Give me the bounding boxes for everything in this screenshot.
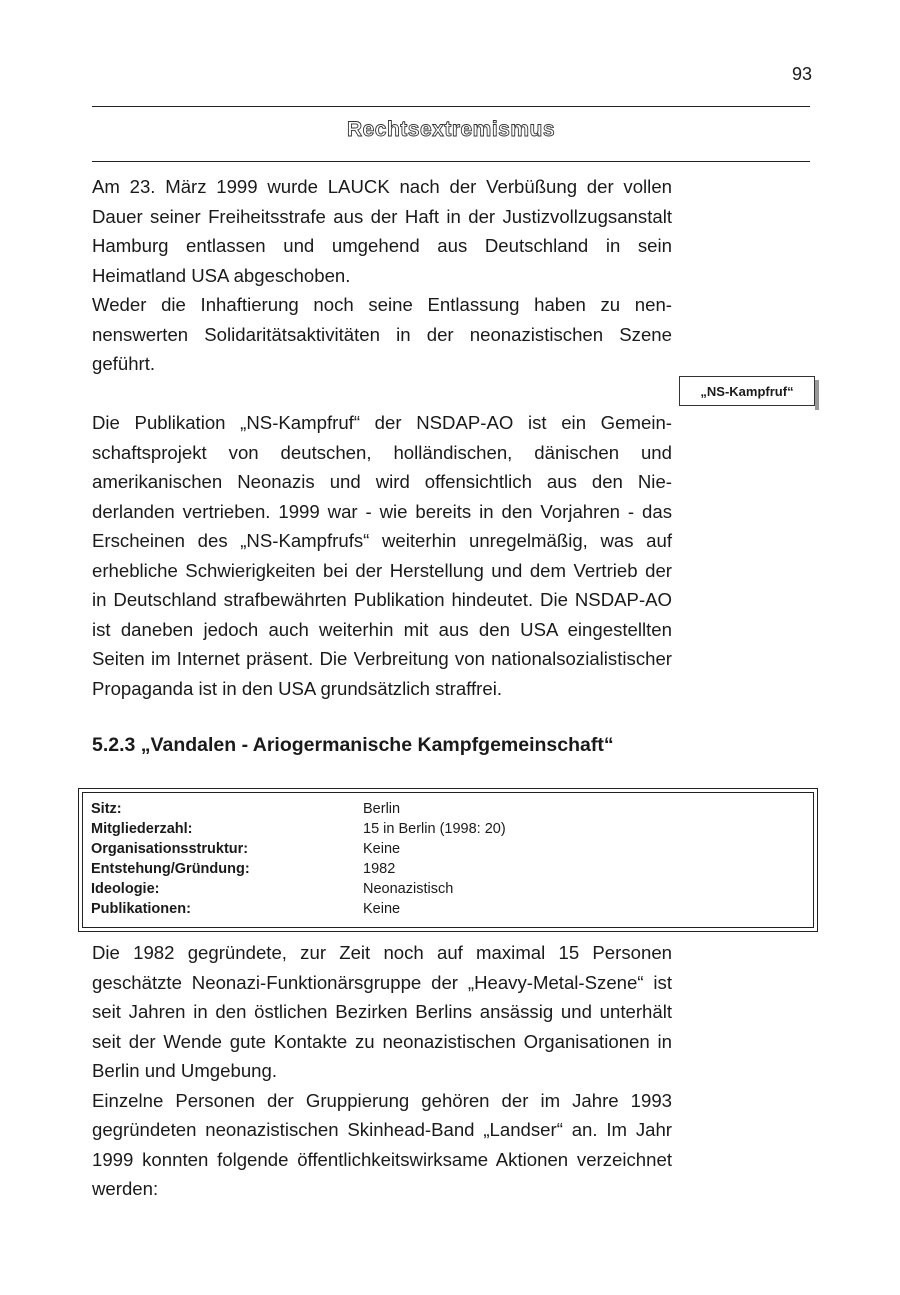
info-row-ideology bbox=[91, 879, 791, 899]
info-row-members bbox=[91, 819, 791, 839]
info-row-seat bbox=[91, 799, 791, 819]
info-label: Entstehung/Gründung: bbox=[91, 861, 250, 877]
info-label: Ideologie: bbox=[91, 881, 160, 897]
info-value: Berlin bbox=[363, 801, 401, 817]
margin-note-ns-kampfruf: „NS-Kampfruf“ bbox=[679, 376, 815, 406]
header-bottom-rule bbox=[92, 161, 810, 162]
info-label: Mitgliederzahl: bbox=[91, 821, 193, 837]
info-row-structure bbox=[91, 839, 791, 859]
info-label: Sitz: bbox=[91, 801, 122, 817]
info-value: 15 in Berlin (1998: 20) bbox=[363, 821, 506, 837]
info-label: Organisationsstruktur: bbox=[91, 841, 249, 857]
paragraph-lauck-release: Am 23. März 1999 wurde LAUCK nach der Verbüßung der vollen Dauer seiner Freiheitsstrafe aus der Haft in der Justizvollzugsanstalt Hamburg entlassen und umgehend aus Deutschland in sein Heimatland USA abgeschoben. Weder die Inhaftierung noch seine Entlassung haben zu nennenswerten Solidaritätsaktivitäten in der neonazistischen Szene geführt. bbox=[92, 176, 672, 374]
paragraph-vandalen-description: Die 1982 gegründete, zur Zeit noch auf maximal 15 Personen geschätzte Neonazi-Funktionärsgruppe der „Heavy-Metal-Szene“ ist seit Jahren in den östlichen Bezirken Berlins ansässig und unterhält seit der Wende gute Kontakte zu neonazistischen Organisationen in Berlin und Umgebung. Einzelne Personen der Gruppierung gehören der im Jahre 1993 gegründeten neonazistischen Skinhead-Band „Landser“ an. Im Jahr 1999 konnten folgende öffentlichkeitswirksame Aktionen verzeichnet werden: bbox=[92, 942, 672, 1199]
info-label: Publikationen: bbox=[91, 901, 191, 917]
info-value: Keine bbox=[363, 901, 401, 917]
info-rows bbox=[91, 799, 791, 919]
info-value: Keine bbox=[363, 841, 401, 857]
info-value: 1982 bbox=[363, 861, 396, 877]
section-heading: 5.2.3 „Vandalen - Ariogermanische Kampfgemeinschaft“ bbox=[92, 734, 614, 756]
page-number: 93 bbox=[791, 64, 812, 84]
paragraph-ns-kampfruf: Die Publikation „NS-Kampfruf“ der NSDAP-AO ist ein Gemeinschaftsprojekt von deutschen, holländischen, dänischen und amerikanischen Neonazis und wird offensichtlich aus den Niederlanden vertrieben. 1999 war - wie bereits in den Vorjahren - das Erscheinen des „NS-Kampfrufs“ weiterhin unregelmäßig, was auf erhebliche Schwierigkeiten bei der Herstellung und dem Vertrieb der in Deutschland strafbewährten Publikation hindeutet. Die NSDAP-AO ist daneben jedoch auch weiterhin mit aus den USA eingestellten Seiten im Internet präsent. Die Verbreitung von nationalsozialistischer Propaganda ist in den USA grundsätzlich straffrei. bbox=[92, 412, 672, 699]
header-top-rule bbox=[92, 106, 810, 107]
running-title: Rechtsextremismus bbox=[346, 118, 556, 141]
organization-info-box bbox=[78, 788, 818, 932]
info-row-founding bbox=[91, 859, 791, 879]
info-value: Neonazistisch bbox=[363, 881, 454, 897]
info-row-publications bbox=[91, 899, 791, 919]
